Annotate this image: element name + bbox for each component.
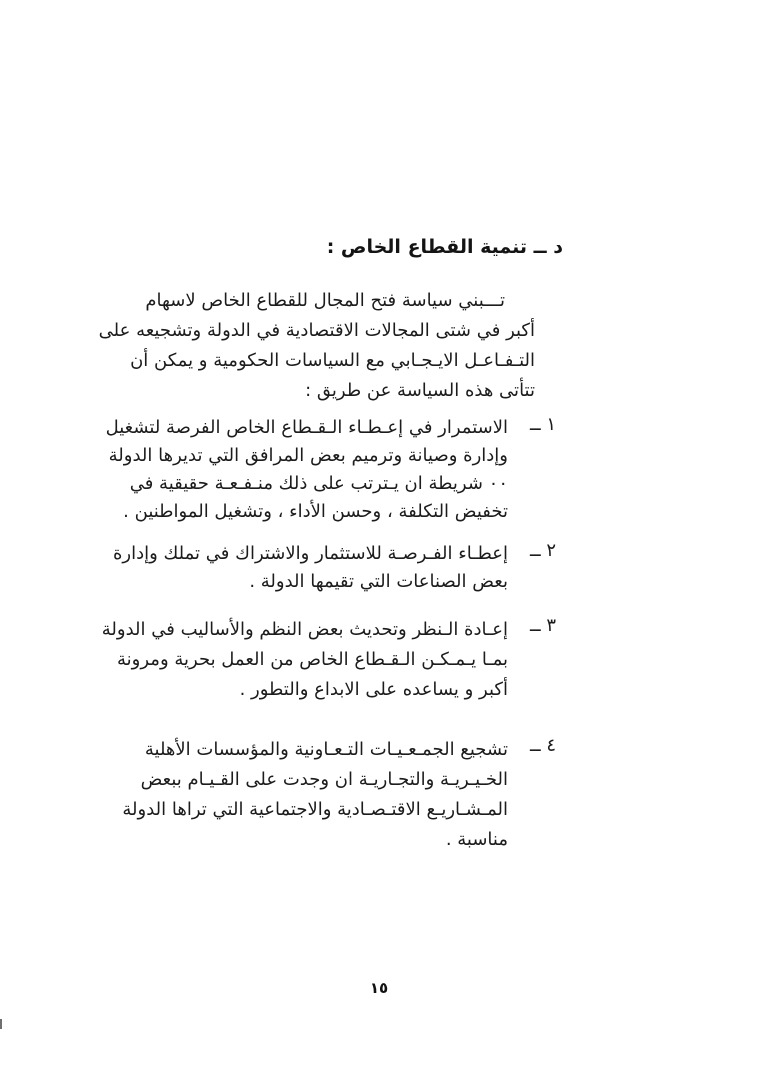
- item-number-2: ٢ ــ: [530, 540, 556, 561]
- intro-line: التـفـاعـل الايـجـابي مع السياسات الحكومية و يمكن أن: [130, 350, 535, 371]
- list-item-3: [102, 615, 556, 705]
- item-number-1: ١ ــ: [530, 414, 556, 435]
- item-line: تخفيض التكلفة ، وحسن الأداء ، وتشغيل المواطنين .: [123, 501, 508, 522]
- item-line: الاستمرار في إعـطـاء الـقـطاع الخاص الفرصة لتشغيل: [105, 417, 508, 438]
- intro-paragraph: [99, 286, 535, 406]
- item-number-3: ٣ ــ: [530, 615, 556, 636]
- intro-line: تتأتى هذه السياسة عن طريق :: [305, 380, 535, 401]
- item-text: [106, 414, 556, 526]
- item-line: المـشـاريـع الاقتـصـادية والاجتماعية التي تراها الدولة: [122, 799, 508, 820]
- intro-line: أكبر في شتى المجالات الاقتصادية في الدولة وتشجيعه على: [98, 320, 535, 341]
- item-line: وإدارة وصيانة وترميم بعض المرافق التي تديرها الدولة: [108, 445, 508, 466]
- item-line: الخـيـريـة والتجـاريـة ان وجدت على القـيـام ببعض: [140, 769, 508, 790]
- item-line: تشجيع الجمـعـيـات التـعـاونية والمؤسسات الأهلية: [144, 739, 508, 760]
- item-line: بعض الصناعات التي تقيمها الدولة .: [249, 571, 508, 592]
- section-heading: د ــ تنمية القطاع الخاص :: [326, 236, 563, 258]
- item-line: إعطـاء الفـرصـة للاستثمار والاشتراك في تملك وإدارة: [112, 543, 508, 564]
- item-line: مناسبة .: [445, 829, 508, 850]
- item-line: ٠٠ شريطة ان يـترتب على ذلك منـفـعـة حقيقية في: [129, 473, 508, 494]
- list-item-1: [106, 414, 556, 526]
- item-text: [113, 540, 556, 596]
- item-text: [122, 735, 556, 855]
- item-text: [102, 615, 556, 705]
- item-line: أكبر و يساعده على الابداع والتطور .: [239, 679, 508, 700]
- list-item-2: [113, 540, 556, 596]
- list-item-4: [122, 735, 556, 855]
- item-line: بمـا يـمـكـن الـقـطاع الخاص من العمل بحرية ومرونة: [117, 649, 508, 670]
- item-line: إعـادة الـنظر وتحديث بعض النظم والأساليب في الدولة: [101, 619, 508, 640]
- scan-edge-artifact: [0, 1019, 2, 1029]
- intro-line: تـــبني سياسة فتح المجال للقطاع الخاص لاسهام: [145, 290, 505, 311]
- item-number-4: ٤ ــ: [530, 735, 556, 756]
- page-number: ١٥: [369, 979, 389, 997]
